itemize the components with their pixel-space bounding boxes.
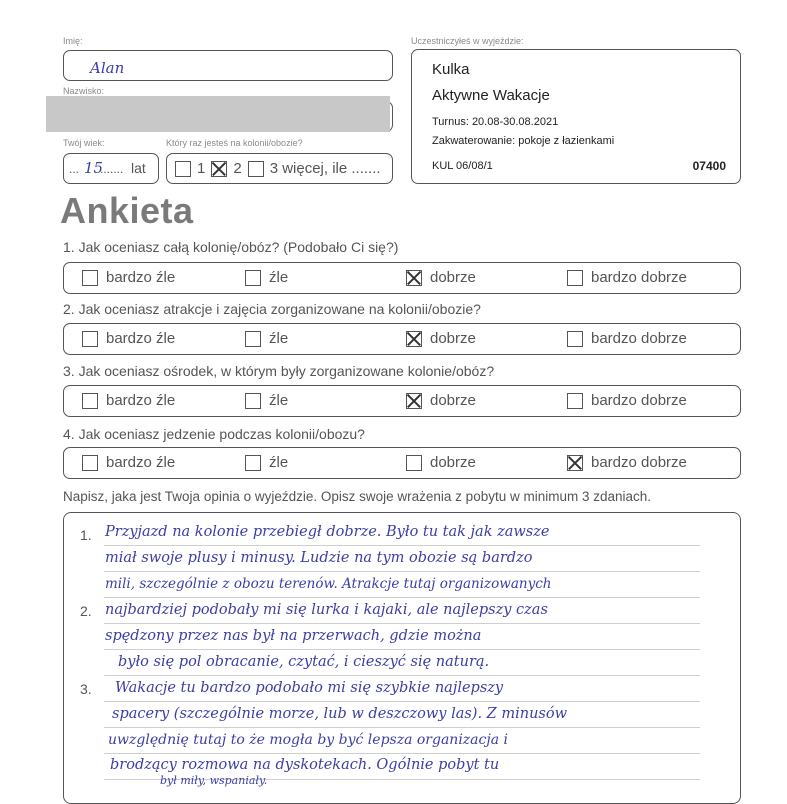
q2-option-good[interactable] — [406, 331, 422, 347]
page-title: Ankieta — [60, 190, 194, 231]
q1-option-bad[interactable] — [245, 270, 261, 286]
q3-label-very-bad: bardzo źle — [106, 392, 176, 409]
trip-accommodation: Zakwaterowanie: pokoje z łazienkami — [432, 135, 615, 147]
q4-option-very-good[interactable] — [567, 455, 583, 471]
q1-option-good[interactable] — [406, 270, 422, 286]
q2-option-very-bad[interactable] — [82, 331, 98, 347]
question-4-rating — [63, 447, 741, 479]
opinion-line-10: brodzący rozmowa na dyskotekach. Ogólnie pobyt tu — [110, 757, 500, 773]
question-2-rating — [63, 323, 741, 355]
opinion-line-8: spacery (szczególnie morze, lub w deszczowy las). Z minusów — [112, 706, 568, 722]
q2-label-very-good: bardzo dobrze — [591, 330, 687, 347]
q1-label-good: dobrze — [430, 269, 476, 286]
q1-label-very-bad: bardzo źle — [106, 269, 176, 286]
times-option-2-label: 2 — [233, 160, 242, 177]
opinion-line-7: Wakacje tu bardzo podobało mi się szybkie najlepszy — [115, 680, 504, 696]
opinion-line-9: uwzględnię tutaj to że mogła by być lepsza organizacja i — [108, 732, 508, 748]
times-option-1-label: 1 — [197, 160, 206, 177]
age-field[interactable] — [63, 153, 159, 184]
opinion-number-2: 2. — [80, 603, 92, 619]
q1-option-very-good[interactable] — [567, 270, 583, 286]
opinion-prompt: Napisz, jaka jest Twoja opinia o wyjeździe. Opisz swoje wrażenia z pobytu w minimum 3 zdaniach. — [63, 489, 652, 504]
times-option-1-checkbox[interactable] — [175, 161, 191, 177]
surname-label: Nazwisko: — [63, 86, 105, 96]
age-unit: lat — [131, 160, 146, 176]
trip-number: 07400 — [692, 159, 726, 173]
age-label: Twój wiek: — [63, 138, 105, 148]
opinion-line-6: było się pol obracanie, czytać, i cieszyć się naturą. — [118, 654, 490, 670]
age-dots-before: ... — [69, 162, 80, 176]
age-value: 15 — [84, 159, 104, 177]
q3-option-good[interactable] — [406, 393, 422, 409]
q3-label-bad: źle — [269, 392, 289, 409]
opinion-number-1: 1. — [80, 527, 92, 543]
question-3-rating — [63, 385, 741, 417]
times-option-3-label: 3 więcej, ile ....... — [269, 160, 381, 177]
q1-option-very-bad[interactable] — [82, 270, 98, 286]
q2-label-very-bad: bardzo źle — [106, 330, 176, 347]
q2-label-good: dobrze — [430, 330, 476, 347]
opinion-number-3: 3. — [80, 681, 92, 697]
q3-label-good: dobrze — [430, 392, 476, 409]
trip-name: Kulka — [432, 61, 470, 78]
q4-option-very-bad[interactable] — [82, 455, 98, 471]
opinion-line-3: mili, szczególnie z obozu terenów. Atrakcje tutaj organizowanych — [105, 576, 552, 592]
q4-label-bad: źle — [269, 454, 289, 471]
name-value: Alan — [90, 59, 125, 77]
question-4-text: 4. Jak oceniasz jedzenie podczas kolonii/obozu? — [63, 426, 365, 442]
question-2-text: 2. Jak oceniasz atrakcje i zajęcia zorganizowane na kolonii/obozie? — [63, 301, 481, 317]
question-3-text: 3. Jak oceniasz ośrodek, w którym były zorganizowane kolonie/obóz? — [63, 363, 495, 379]
trip-program: Aktywne Wakacje — [432, 87, 550, 104]
opinion-line-5: spędzony przez nas był na przerwach, gdzie można — [105, 628, 482, 644]
times-option-2-checkbox[interactable] — [211, 161, 227, 177]
trip-info-box — [411, 49, 741, 184]
name-field[interactable] — [63, 50, 393, 81]
trip-turnus: Turnus: 20.08-30.08.2021 — [432, 116, 559, 128]
q3-label-very-good: bardzo dobrze — [591, 392, 687, 409]
q1-label-very-good: bardzo dobrze — [591, 269, 687, 286]
q3-option-very-bad[interactable] — [82, 393, 98, 409]
opinion-line-2: miał swoje plusy i minusy. Ludzie na tym obozie są bardzo — [105, 550, 533, 566]
q2-option-very-good[interactable] — [567, 331, 583, 347]
q3-option-very-good[interactable] — [567, 393, 583, 409]
trip-label: Uczestniczyłeś w wyjeździe: — [411, 36, 524, 46]
q4-label-good: dobrze — [430, 454, 476, 471]
opinion-line-11: był miły, wspaniały. — [160, 774, 268, 787]
q2-option-bad[interactable] — [245, 331, 261, 347]
q2-label-bad: źle — [269, 330, 289, 347]
times-field — [166, 153, 393, 184]
opinion-line-1: Przyjazd na kolonie przebiegł dobrze. Było tu tak jak zawsze — [105, 524, 550, 540]
trip-code: KUL 06/08/1 — [432, 160, 493, 172]
opinion-line-4: najbardziej podobały mi się lurka i kajaki, ale najlepszy czas — [105, 602, 548, 618]
age-dots-after: ....... — [100, 162, 124, 176]
redaction-bar — [46, 96, 390, 132]
q1-label-bad: źle — [269, 269, 289, 286]
times-option-3-checkbox[interactable] — [248, 161, 264, 177]
question-1-rating — [63, 262, 741, 294]
name-label: Imię: — [63, 36, 83, 46]
q3-option-bad[interactable] — [245, 393, 261, 409]
q4-label-very-bad: bardzo źle — [106, 454, 176, 471]
q4-option-good[interactable] — [406, 455, 422, 471]
times-label: Który raz jesteś na kolonii/obozie? — [166, 138, 303, 148]
question-1-text: 1. Jak oceniasz całą kolonię/obóz? (Podobało Ci się?) — [63, 239, 399, 255]
q4-label-very-good: bardzo dobrze — [591, 454, 687, 471]
q4-option-bad[interactable] — [245, 455, 261, 471]
